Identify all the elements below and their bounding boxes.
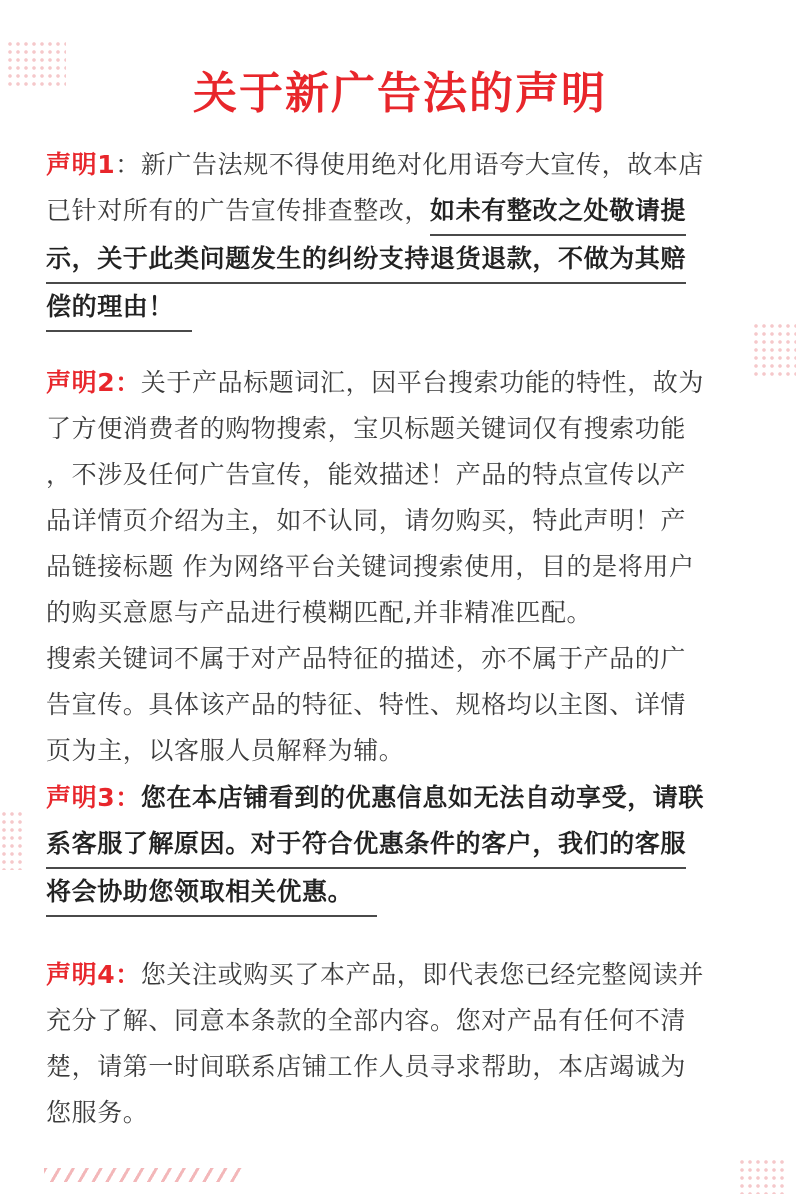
page-title: 关于新广告法的声明 bbox=[193, 68, 607, 119]
statement-1 bbox=[46, 142, 756, 332]
statement-2-line-3: ，不涉及任何广告宣传，能效描述！产品的特点宣传以产 bbox=[46, 460, 687, 489]
statement-4 bbox=[46, 952, 756, 1136]
statement-3-line-3: 将会协助您领取相关优惠。 bbox=[46, 869, 756, 917]
statement-3-line-1: 声明3：您在本店铺看到的优惠信息如无法自动享受，请联 bbox=[46, 783, 704, 812]
statement-1-line-1: 声明1：新广告法规不得使用绝对化用语夸大宣传，故本店 bbox=[46, 150, 705, 179]
statement-4-line-1: 声明4：您关注或购买了本产品，即代表您已经完整阅读并 bbox=[46, 960, 704, 989]
statement-3-label: 声明3： bbox=[46, 783, 141, 812]
statement-2-line-8: 告宣传。具体该产品的特征、特性、规格均以主图、详情 bbox=[46, 690, 687, 719]
statement-1-line-4: 偿的理由！ bbox=[46, 284, 756, 332]
decor-dots-bottom-right bbox=[738, 1158, 788, 1194]
statement-2-line-4: 品详情页介绍为主，如不认同，请勿购买，特此声明！产 bbox=[46, 506, 687, 535]
statement-4-label: 声明4： bbox=[46, 960, 141, 989]
statement-2-line-5: 品链接标题 作为网络平台关键词搜索使用，目的是将用户 bbox=[46, 552, 695, 581]
statement-2-label: 声明2： bbox=[46, 368, 141, 397]
statement-2-line-1: 声明2：关于产品标题词汇，因平台搜索功能的特性，故为 bbox=[46, 368, 704, 397]
statement-1-line-3: 示，关于此类问题发生的纠纷支持退货退款，不做为其赔 bbox=[46, 236, 756, 284]
statement-2-line-6: 的购买意愿与产品进行模糊匹配,并非精准匹配。 bbox=[46, 598, 593, 627]
statement-1-line-2: 已针对所有的广告宣传排查整改，如未有整改之处敬请提 bbox=[46, 188, 756, 236]
statement-2-line-9: 页为主，以客服人员解释为辅。 bbox=[46, 736, 405, 765]
statement-4-line-2: 充分了解、同意本条款的全部内容。您对产品有任何不清 bbox=[46, 1006, 687, 1035]
decor-dots-right bbox=[752, 322, 796, 380]
statement-3 bbox=[46, 775, 756, 917]
statement-2 bbox=[46, 360, 756, 774]
decor-stripes-bottom bbox=[44, 1168, 244, 1182]
statement-2-line-7: 搜索关键词不属于对产品特征的描述，亦不属于产品的广 bbox=[46, 644, 687, 673]
statement-1-label: 声明1 bbox=[46, 150, 116, 179]
decor-dots-left bbox=[0, 810, 22, 870]
statement-4-line-4: 您服务。 bbox=[46, 1098, 149, 1127]
statement-2-line-2: 了方便消费者的购物搜索，宝贝标题关键词仅有搜索功能 bbox=[46, 414, 687, 443]
statement-4-line-3: 楚，请第一时间联系店铺工作人员寻求帮助，本店竭诚为 bbox=[46, 1052, 687, 1081]
statement-1-highlight: 如未有整改之处敬请提 bbox=[430, 190, 686, 236]
statement-3-line-2: 系客服了解原因。对于符合优惠条件的客户，我们的客服 bbox=[46, 821, 756, 869]
